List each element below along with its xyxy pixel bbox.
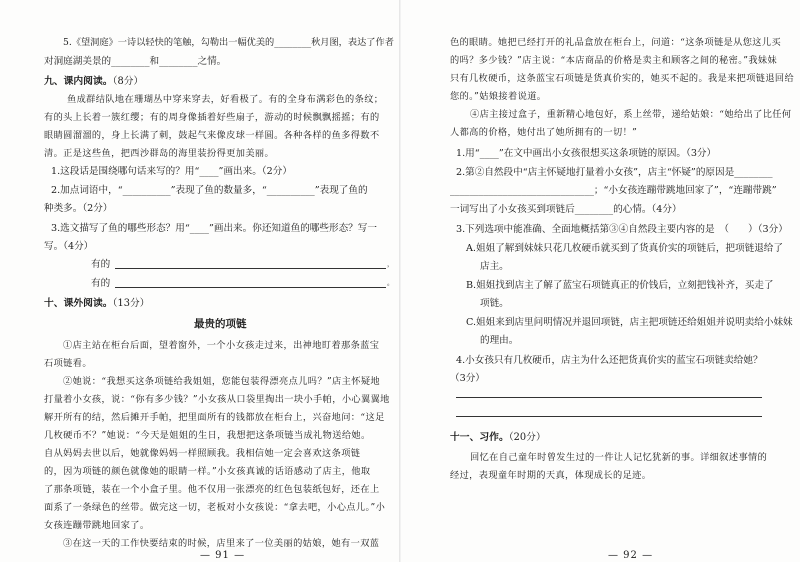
option-a-line[interactable]: 店主。 bbox=[480, 261, 509, 272]
answer-line[interactable] bbox=[456, 397, 762, 398]
story-line: 人都高的价格，她付出了她所拥有的一切！” bbox=[450, 127, 638, 138]
story-line: 几枚硬币不？”她说：“今天是姐姐的生日，我想把这条项链当成礼物送给她。 bbox=[44, 430, 371, 441]
q1: 1.这段话是围绕哪句话来写的？用“____”画出来。（2分） bbox=[51, 166, 292, 177]
q3-line-2: 写。（4分） bbox=[44, 241, 94, 252]
q2-line-1: 2.第②自然段中“店主怀疑地打量着小女孩”，店主“怀疑”的原因是________ bbox=[456, 167, 773, 178]
q2-line-2: 种类多。（2分） bbox=[44, 203, 113, 214]
fill-line-prefix: 有的 bbox=[91, 259, 111, 270]
story-line: ③在这一天的工作快要结束的时候，店里来了一位美丽的姑娘，她有一双蓝 bbox=[63, 538, 380, 549]
story-line: 自从妈妈去世以后，她就像妈妈一样照顾我。我相信她一定会喜欢这条项链 bbox=[44, 448, 361, 459]
page-number: — 91 — bbox=[200, 550, 246, 561]
fill-line-prefix: 有的 bbox=[91, 278, 111, 289]
q3: 3.下列选项中能准确、全面地概括第③④自然段主要内容的是 （ ）（3分） bbox=[456, 224, 788, 235]
essay-prompt-line: 经过，表现童年时期的天真，体现成长的足迹。 bbox=[450, 470, 652, 481]
story-line: 石项链看。 bbox=[44, 358, 92, 369]
q4-line-1: 4.小女孩只有几枚硬币，店主为什么还把货真价实的蓝宝石项链卖给她？ bbox=[456, 355, 763, 366]
story-line: 的，因为项链的颜色就像她的眼睛一样。”小女孩真诚的话语感动了店主，他取 bbox=[44, 466, 371, 477]
story-line: ②她说：“我想买这条项链给我姐姐，您能包装得漂亮点儿吗？”店主怀疑地 bbox=[63, 376, 380, 387]
option-b-line[interactable]: B.姐姐找到店主了解了蓝宝石项链真正的价钱后，立刻把钱补齐，买走了 bbox=[466, 280, 774, 291]
q4-line-2: （3分） bbox=[450, 373, 485, 384]
essay-prompt-line: 回忆在自己童年时曾发生过的一件让人记忆犹新的事。详细叙述事情的 bbox=[470, 452, 768, 463]
section-9-heading: 九、课内阅读。（8分） bbox=[44, 76, 144, 87]
answer-line[interactable] bbox=[115, 287, 386, 288]
passage-line: 清。正是这些鱼，把西沙群岛的海里装扮得更加美丽。 bbox=[44, 148, 275, 159]
story-title: 最贵的项链 bbox=[194, 318, 247, 330]
q5-line-1: 5.《望洞庭》一诗以轻快的笔触，勾勒出一幅优美的________秋月图，表达了作者 bbox=[63, 37, 394, 48]
q3-line-1: 3.选文描写了鱼的哪些形态？用“____”画出来。你还知道鱼的哪些形态？写一 bbox=[51, 223, 377, 234]
option-c-line[interactable]: 的理由。 bbox=[480, 335, 519, 346]
option-b-line[interactable]: 项链。 bbox=[480, 298, 509, 309]
story-line: 打量着小女孩，说：“你有多少钱？”小女孩从口袋里掏出一块小手帕，小心翼翼地 bbox=[44, 394, 390, 405]
option-c-line[interactable]: C.姐姐来到店里问明情况并退回项链，店主把项链还给姐姐并说明卖给小妹妹 bbox=[466, 317, 793, 328]
q2-line-1: 2.加点词语中，“__________”表现了鱼的数量多，“__________”表现了鱼的 bbox=[51, 185, 368, 196]
q2-line-2: ______________________________；“小女孩连蹦带跳地回家了”，“连蹦带跳” bbox=[450, 185, 777, 196]
answer-line[interactable] bbox=[115, 268, 386, 269]
story-line: 了那条项链，装在一个小盒子里。他不仅用一张漂亮的红色包装纸包好，还在上 bbox=[44, 484, 380, 495]
option-a-line[interactable]: A.姐姐了解到妹妹只花几枚硬币就买到了货真价实的项链后，把项链退给了 bbox=[466, 243, 783, 254]
q1: 1.用“____”在文中画出小女孩很想买这条项链的原因。（3分） bbox=[456, 148, 717, 159]
story-line: 您的。”姑娘接着说道。 bbox=[450, 91, 547, 102]
story-line: 色的眼睛。她把已经打开的礼品盒放在柜台上，问道：“这条项链是从您这儿买 bbox=[450, 37, 782, 48]
story-line: 解开所有的结，然后摊开手帕，把里面所有的钱都放在柜台上，兴奋地问：“这足 bbox=[44, 412, 385, 423]
section-10-heading: 十、课外阅读。（13分） bbox=[44, 298, 150, 309]
story-line: 女孩连蹦带跳地回家了。 bbox=[44, 520, 150, 531]
story-line: ④店主接过盒子，重新精心地包好，系上丝带，递给姑娘：“她给出了比任何 bbox=[470, 109, 792, 120]
passage-line: 鱼成群结队地在珊瑚丛中穿来穿去，好看极了。有的全身布满彩色的条纹； bbox=[67, 94, 384, 105]
q5-line-2: 对洞庭湖美景的________和________之情。 bbox=[44, 56, 227, 67]
fill-line-suffix: 。 bbox=[387, 279, 394, 287]
story-line: 只有几枚硬币，这条蓝宝石项链是货真价实的，她买不起的。我是来把项链退回给 bbox=[450, 73, 795, 84]
answer-line[interactable] bbox=[456, 416, 762, 417]
story-line: 的吗？多少钱？”店主说：“本店商品的价格是卖主和顾客之间的秘密。”我妹妹 bbox=[450, 55, 778, 66]
q2-line-3: 一词写出了小女孩买到项链后________的心情。（4分） bbox=[450, 204, 682, 215]
section-11-heading: 十一、习作。（20分） bbox=[450, 432, 546, 443]
page-number: — 92 — bbox=[608, 550, 654, 561]
right-page bbox=[400, 0, 800, 562]
story-line: 面系了一条绿色的丝带。做完这一切，老板对小女孩说：“拿去吧，小心点儿。”小 bbox=[44, 502, 386, 513]
passage-line: 眼睛圆溜溜的，身上长满了刺，鼓起气来像皮球一样圆。各种各样的鱼多得数不 bbox=[44, 130, 380, 141]
story-line: ①店主站在柜台后面，望着窗外，一个小女孩走过来，出神地盯着那条蓝宝 bbox=[63, 340, 380, 351]
fill-line-suffix: ， bbox=[387, 260, 394, 268]
passage-line: 有的头上长着一簇红缨；有的周身像插着好些扇子，游动的时候飘飘摇摇；有的 bbox=[44, 112, 380, 123]
